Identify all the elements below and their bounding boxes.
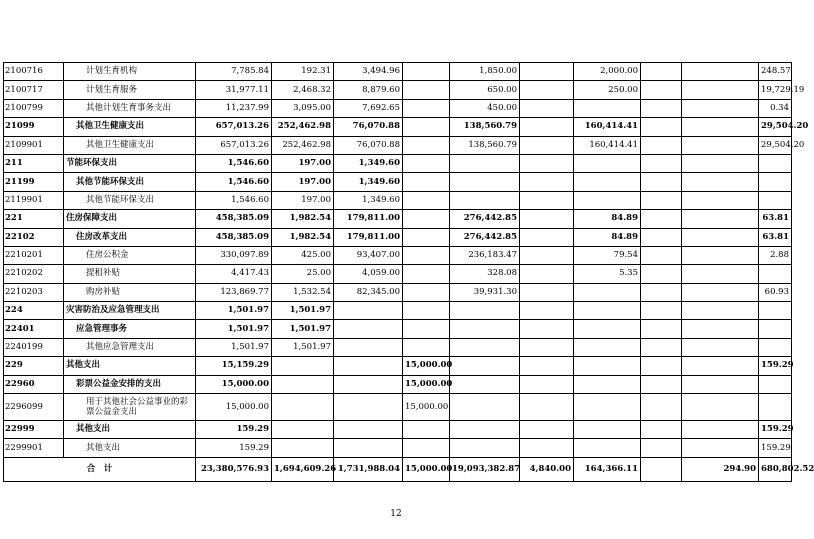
row-value: 5.35 bbox=[574, 265, 641, 283]
row-code: 2119901 bbox=[4, 191, 64, 209]
row-code: 2109901 bbox=[4, 136, 64, 154]
row-value: 82,345.00 bbox=[334, 283, 403, 301]
row-value: 458,385.09 bbox=[196, 210, 272, 228]
row-value bbox=[520, 118, 574, 136]
row-value bbox=[520, 421, 574, 439]
table-row bbox=[4, 63, 792, 81]
row-value bbox=[682, 302, 759, 320]
total-value: 294.90 bbox=[682, 457, 759, 481]
row-value: 29,504.20 bbox=[759, 118, 792, 136]
row-value bbox=[520, 154, 574, 172]
table-row bbox=[4, 136, 792, 154]
table-row bbox=[4, 357, 792, 375]
row-value bbox=[682, 246, 759, 264]
row-value bbox=[450, 338, 520, 356]
row-value bbox=[334, 421, 403, 439]
row-value bbox=[574, 357, 641, 375]
row-name: 其他节能环保支出 bbox=[64, 173, 196, 191]
row-value bbox=[403, 302, 450, 320]
row-value: 0.34 bbox=[759, 99, 792, 117]
row-value: 3,494.96 bbox=[334, 63, 403, 81]
row-value: 2,000.00 bbox=[574, 63, 641, 81]
row-value bbox=[520, 173, 574, 191]
row-value bbox=[682, 375, 759, 393]
row-value bbox=[682, 81, 759, 99]
row-value: 2.88 bbox=[759, 246, 792, 264]
row-value bbox=[682, 228, 759, 246]
row-value: 159.29 bbox=[759, 357, 792, 375]
row-value: 7,785.84 bbox=[196, 63, 272, 81]
row-value bbox=[403, 283, 450, 301]
row-value bbox=[641, 265, 682, 283]
row-value: 15,159.29 bbox=[196, 357, 272, 375]
row-value bbox=[450, 173, 520, 191]
row-code: 2210203 bbox=[4, 283, 64, 301]
row-value: 60.93 bbox=[759, 283, 792, 301]
row-value: 1,501.97 bbox=[196, 302, 272, 320]
row-value bbox=[403, 136, 450, 154]
row-name: 住房改革支出 bbox=[64, 228, 196, 246]
row-value: 1,501.97 bbox=[196, 338, 272, 356]
total-value: 164,366.11 bbox=[574, 457, 641, 481]
row-value: 328.08 bbox=[450, 265, 520, 283]
total-value bbox=[641, 457, 682, 481]
row-value bbox=[682, 191, 759, 209]
row-value bbox=[641, 394, 682, 421]
row-value bbox=[520, 439, 574, 457]
row-value bbox=[574, 302, 641, 320]
row-value: 1,546.60 bbox=[196, 154, 272, 172]
row-value: 159.29 bbox=[759, 421, 792, 439]
row-value bbox=[450, 375, 520, 393]
row-value bbox=[520, 191, 574, 209]
row-value bbox=[450, 154, 520, 172]
table-row bbox=[4, 375, 792, 393]
row-value bbox=[682, 394, 759, 421]
row-name: 用于其他社会公益事业的彩票公益金支出 bbox=[64, 394, 196, 421]
row-code: 2100799 bbox=[4, 99, 64, 117]
row-value: 7,692.65 bbox=[334, 99, 403, 117]
row-value bbox=[520, 302, 574, 320]
row-value bbox=[759, 320, 792, 338]
row-code: 21199 bbox=[4, 173, 64, 191]
row-value bbox=[334, 439, 403, 457]
row-code: 229 bbox=[4, 357, 64, 375]
row-value: 76,070.88 bbox=[334, 136, 403, 154]
row-value: 458,385.09 bbox=[196, 228, 272, 246]
row-value bbox=[682, 99, 759, 117]
row-value bbox=[403, 228, 450, 246]
row-value bbox=[759, 191, 792, 209]
row-value: 1,501.97 bbox=[196, 320, 272, 338]
row-value: 197.00 bbox=[272, 173, 334, 191]
row-code: 2210202 bbox=[4, 265, 64, 283]
row-value bbox=[759, 154, 792, 172]
total-value: 23,380,576.93 bbox=[196, 457, 272, 481]
row-value bbox=[759, 394, 792, 421]
row-value bbox=[450, 421, 520, 439]
table-row bbox=[4, 118, 792, 136]
row-value: 15,000.00 bbox=[196, 394, 272, 421]
row-value bbox=[403, 210, 450, 228]
row-value: 450.00 bbox=[450, 99, 520, 117]
row-value bbox=[641, 338, 682, 356]
row-value: 15,000.00 bbox=[403, 394, 450, 421]
row-value bbox=[520, 394, 574, 421]
row-value bbox=[759, 173, 792, 191]
table-row bbox=[4, 99, 792, 117]
row-value bbox=[641, 136, 682, 154]
table-row bbox=[4, 421, 792, 439]
row-value: 1,532.54 bbox=[272, 283, 334, 301]
row-name: 购房补贴 bbox=[64, 283, 196, 301]
row-value bbox=[641, 173, 682, 191]
row-value bbox=[682, 338, 759, 356]
row-value: 330,097.89 bbox=[196, 246, 272, 264]
row-value: 15,000.00 bbox=[403, 375, 450, 393]
row-value bbox=[574, 439, 641, 457]
row-value: 1,349.60 bbox=[334, 173, 403, 191]
row-value bbox=[403, 421, 450, 439]
row-value bbox=[520, 81, 574, 99]
row-value bbox=[682, 136, 759, 154]
row-value: 425.00 bbox=[272, 246, 334, 264]
table-row bbox=[4, 265, 792, 283]
row-value: 657,013.26 bbox=[196, 118, 272, 136]
row-value: 25.00 bbox=[272, 265, 334, 283]
total-value: 4,840.00 bbox=[520, 457, 574, 481]
row-value: 252,462.98 bbox=[272, 118, 334, 136]
row-value bbox=[403, 154, 450, 172]
row-value bbox=[641, 439, 682, 457]
total-value: 19,093,382.87 bbox=[450, 457, 520, 481]
row-value bbox=[520, 265, 574, 283]
row-value bbox=[759, 375, 792, 393]
row-name: 其他应急管理支出 bbox=[64, 338, 196, 356]
row-value bbox=[450, 320, 520, 338]
total-value: 680,802.52 bbox=[759, 457, 792, 481]
row-name: 其他节能环保支出 bbox=[64, 191, 196, 209]
table-row bbox=[4, 394, 792, 421]
row-value bbox=[334, 357, 403, 375]
row-value bbox=[334, 320, 403, 338]
row-value bbox=[403, 191, 450, 209]
row-value bbox=[272, 357, 334, 375]
row-value: 1,850.00 bbox=[450, 63, 520, 81]
row-value bbox=[641, 191, 682, 209]
table-row bbox=[4, 246, 792, 264]
total-value: 1,694,609.26 bbox=[272, 457, 334, 481]
row-value: 79.54 bbox=[574, 246, 641, 264]
row-value bbox=[520, 99, 574, 117]
row-value bbox=[641, 228, 682, 246]
row-value bbox=[403, 99, 450, 117]
row-value bbox=[641, 421, 682, 439]
row-value: 138,560.79 bbox=[450, 136, 520, 154]
table-row bbox=[4, 173, 792, 191]
table-row bbox=[4, 191, 792, 209]
row-value bbox=[450, 439, 520, 457]
row-code: 2296099 bbox=[4, 394, 64, 421]
row-value bbox=[272, 421, 334, 439]
table-row bbox=[4, 439, 792, 457]
row-name: 其他卫生健康支出 bbox=[64, 118, 196, 136]
row-value bbox=[334, 302, 403, 320]
row-value bbox=[272, 375, 334, 393]
total-value: 15,000.00 bbox=[403, 457, 450, 481]
row-value: 276,442.85 bbox=[450, 228, 520, 246]
row-value bbox=[574, 283, 641, 301]
row-value: 29,504.20 bbox=[759, 136, 792, 154]
row-value bbox=[403, 439, 450, 457]
row-value bbox=[403, 320, 450, 338]
row-value bbox=[682, 63, 759, 81]
row-name: 其他支出 bbox=[64, 357, 196, 375]
row-value bbox=[334, 338, 403, 356]
row-name: 计划生育机构 bbox=[64, 63, 196, 81]
row-code: 224 bbox=[4, 302, 64, 320]
row-value bbox=[334, 394, 403, 421]
row-name: 彩票公益金安排的支出 bbox=[64, 375, 196, 393]
row-value: 84.89 bbox=[574, 210, 641, 228]
row-value bbox=[403, 246, 450, 264]
row-code: 2240199 bbox=[4, 338, 64, 356]
row-value bbox=[450, 394, 520, 421]
row-code: 21099 bbox=[4, 118, 64, 136]
row-name: 计划生育服务 bbox=[64, 81, 196, 99]
row-value: 8,879.60 bbox=[334, 81, 403, 99]
row-value: 84.89 bbox=[574, 228, 641, 246]
table-row bbox=[4, 302, 792, 320]
table-row bbox=[4, 81, 792, 99]
row-code: 22102 bbox=[4, 228, 64, 246]
row-value bbox=[574, 99, 641, 117]
row-name: 灾害防治及应急管理支出 bbox=[64, 302, 196, 320]
total-value: 1,731,988.04 bbox=[334, 457, 403, 481]
row-name: 节能环保支出 bbox=[64, 154, 196, 172]
row-value: 197.00 bbox=[272, 154, 334, 172]
row-value: 159.29 bbox=[196, 439, 272, 457]
row-value bbox=[641, 302, 682, 320]
row-value: 160,414.41 bbox=[574, 136, 641, 154]
row-code: 211 bbox=[4, 154, 64, 172]
row-value bbox=[641, 81, 682, 99]
row-value bbox=[641, 375, 682, 393]
table-row bbox=[4, 228, 792, 246]
row-value: 11,237.99 bbox=[196, 99, 272, 117]
row-value bbox=[641, 246, 682, 264]
row-value bbox=[520, 375, 574, 393]
row-value: 31,977.11 bbox=[196, 81, 272, 99]
row-value: 63.81 bbox=[759, 228, 792, 246]
table-row bbox=[4, 154, 792, 172]
row-value bbox=[520, 210, 574, 228]
row-value: 236,183.47 bbox=[450, 246, 520, 264]
row-value bbox=[403, 338, 450, 356]
row-value: 76,070.88 bbox=[334, 118, 403, 136]
row-value bbox=[682, 283, 759, 301]
table-row bbox=[4, 320, 792, 338]
row-name: 其他支出 bbox=[64, 421, 196, 439]
row-value bbox=[641, 357, 682, 375]
row-value: 3,095.00 bbox=[272, 99, 334, 117]
row-value bbox=[520, 136, 574, 154]
row-value bbox=[574, 191, 641, 209]
row-code: 2100717 bbox=[4, 81, 64, 99]
row-name: 其他卫生健康支出 bbox=[64, 136, 196, 154]
row-value bbox=[403, 173, 450, 191]
row-value: 19,729.19 bbox=[759, 81, 792, 99]
row-value bbox=[682, 118, 759, 136]
row-value: 138,560.79 bbox=[450, 118, 520, 136]
row-value: 1,982.54 bbox=[272, 210, 334, 228]
row-value bbox=[403, 81, 450, 99]
total-label: 合 计 bbox=[4, 457, 196, 481]
row-code: 22401 bbox=[4, 320, 64, 338]
row-value bbox=[682, 320, 759, 338]
row-value: 197.00 bbox=[272, 191, 334, 209]
row-code: 2210201 bbox=[4, 246, 64, 264]
row-value: 1,349.60 bbox=[334, 191, 403, 209]
row-value: 93,407.00 bbox=[334, 246, 403, 264]
row-value: 1,349.60 bbox=[334, 154, 403, 172]
row-value: 252,462.98 bbox=[272, 136, 334, 154]
total-row bbox=[4, 457, 792, 481]
row-value bbox=[641, 320, 682, 338]
row-code: 2100716 bbox=[4, 63, 64, 81]
row-name: 住房公积金 bbox=[64, 246, 196, 264]
row-value bbox=[574, 338, 641, 356]
row-value: 15,000.00 bbox=[196, 375, 272, 393]
row-value bbox=[682, 421, 759, 439]
row-value bbox=[641, 118, 682, 136]
row-code: 22999 bbox=[4, 421, 64, 439]
table-row bbox=[4, 210, 792, 228]
row-value bbox=[682, 154, 759, 172]
row-value: 4,417.43 bbox=[196, 265, 272, 283]
row-value: 159.29 bbox=[759, 439, 792, 457]
row-value: 1,982.54 bbox=[272, 228, 334, 246]
row-value bbox=[682, 210, 759, 228]
budget-expenditure-table bbox=[3, 62, 814, 482]
row-value bbox=[334, 375, 403, 393]
table-row bbox=[4, 283, 792, 301]
row-value bbox=[574, 375, 641, 393]
row-code: 2299901 bbox=[4, 439, 64, 457]
row-value: 1,501.97 bbox=[272, 320, 334, 338]
row-code: 22960 bbox=[4, 375, 64, 393]
row-name: 其他支出 bbox=[64, 439, 196, 457]
row-value: 1,546.60 bbox=[196, 191, 272, 209]
row-value bbox=[641, 283, 682, 301]
row-value: 160,414.41 bbox=[574, 118, 641, 136]
row-value bbox=[682, 439, 759, 457]
row-value bbox=[520, 283, 574, 301]
row-value bbox=[641, 210, 682, 228]
row-value bbox=[574, 320, 641, 338]
row-value bbox=[272, 394, 334, 421]
row-value bbox=[520, 63, 574, 81]
row-name: 提租补贴 bbox=[64, 265, 196, 283]
row-value: 39,931.30 bbox=[450, 283, 520, 301]
row-value bbox=[403, 265, 450, 283]
row-value: 179,811.00 bbox=[334, 228, 403, 246]
table-row bbox=[4, 338, 792, 356]
page-number: 12 bbox=[390, 509, 402, 519]
row-value: 1,501.97 bbox=[272, 302, 334, 320]
row-value bbox=[520, 320, 574, 338]
row-name: 其他计划生育事务支出 bbox=[64, 99, 196, 117]
row-value bbox=[450, 191, 520, 209]
row-value: 1,501.97 bbox=[272, 338, 334, 356]
row-value: 63.81 bbox=[759, 210, 792, 228]
row-value: 192.31 bbox=[272, 63, 334, 81]
row-value bbox=[641, 99, 682, 117]
row-value: 657,013.26 bbox=[196, 136, 272, 154]
row-name: 应急管理事务 bbox=[64, 320, 196, 338]
row-value bbox=[759, 265, 792, 283]
row-value: 4,059.00 bbox=[334, 265, 403, 283]
row-value: 159.29 bbox=[196, 421, 272, 439]
row-value: 276,442.85 bbox=[450, 210, 520, 228]
row-value bbox=[641, 154, 682, 172]
row-value: 15,000.00 bbox=[403, 357, 450, 375]
row-code: 221 bbox=[4, 210, 64, 228]
row-value: 123,869.77 bbox=[196, 283, 272, 301]
row-value bbox=[641, 63, 682, 81]
row-value: 2,468.32 bbox=[272, 81, 334, 99]
row-value: 650.00 bbox=[450, 81, 520, 99]
row-value bbox=[520, 357, 574, 375]
row-value bbox=[574, 173, 641, 191]
row-value bbox=[450, 302, 520, 320]
row-value bbox=[759, 302, 792, 320]
row-value bbox=[759, 338, 792, 356]
row-value bbox=[520, 338, 574, 356]
row-value bbox=[272, 439, 334, 457]
row-value: 250.00 bbox=[574, 81, 641, 99]
row-value bbox=[574, 154, 641, 172]
row-value bbox=[520, 228, 574, 246]
row-value bbox=[520, 246, 574, 264]
row-value bbox=[403, 63, 450, 81]
row-value bbox=[574, 421, 641, 439]
row-value bbox=[574, 394, 641, 421]
row-value bbox=[682, 265, 759, 283]
row-value bbox=[403, 118, 450, 136]
row-value bbox=[450, 357, 520, 375]
row-value bbox=[682, 173, 759, 191]
row-name: 住房保障支出 bbox=[64, 210, 196, 228]
row-value: 248.57 bbox=[759, 63, 792, 81]
row-value bbox=[682, 357, 759, 375]
row-value: 1,546.60 bbox=[196, 173, 272, 191]
row-value: 179,811.00 bbox=[334, 210, 403, 228]
